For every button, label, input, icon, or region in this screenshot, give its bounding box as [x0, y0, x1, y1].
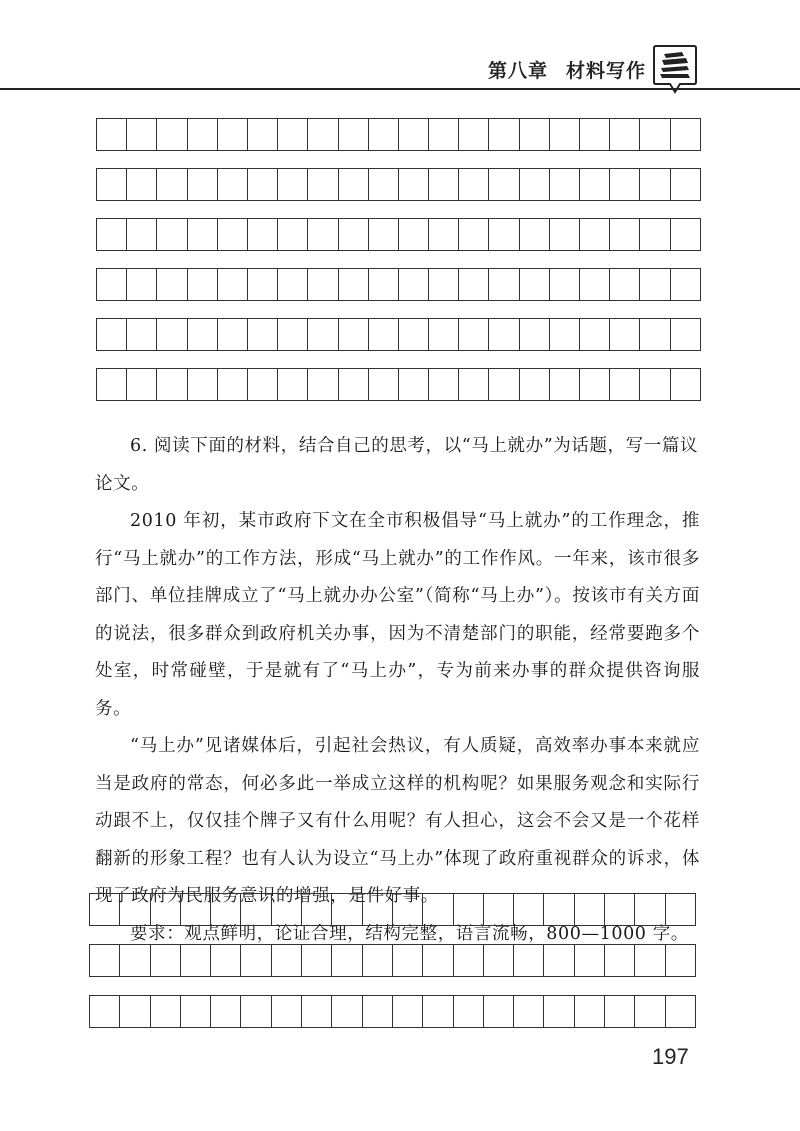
grid-cell	[278, 119, 308, 150]
grid-cell	[550, 269, 580, 300]
grid-cell	[369, 269, 399, 300]
grid-cell	[429, 369, 459, 400]
chapter-heading	[488, 56, 646, 83]
grid-cell	[610, 219, 640, 250]
grid-cell	[369, 219, 399, 250]
chapter-number: 第八章	[488, 60, 549, 82]
grid-cell	[90, 996, 120, 1027]
grid-cell	[666, 945, 696, 976]
grid-cell	[580, 169, 610, 200]
grid-cell	[248, 269, 278, 300]
grid-cell	[610, 369, 640, 400]
grid-cell	[489, 219, 519, 250]
grid-cell	[429, 119, 459, 150]
grid-cell	[484, 996, 514, 1027]
grid-cell	[157, 169, 187, 200]
material-paragraph-1: 2010 年初，某市政府下文在全市积极倡导“马上就办”的工作理念，推行“马上就办”的工作方法，形成“马上就办”的工作作风。一年来，该市很多部门、单位挂牌成立了“马上就办办公室”（简称“马上办”）。按该市有关方面的说法，很多群众到政府机关办事，因为不清楚部门的职能，经常要跑多个处室，时常碰壁，于是就有了“马上办”，专为前来办事的群众提供咨询服务。	[95, 511, 700, 719]
grid-cell	[308, 269, 338, 300]
grid-cell	[520, 219, 550, 250]
grid-cell	[489, 319, 519, 350]
grid-cell	[635, 996, 665, 1027]
grid-cell	[484, 945, 514, 976]
grid-cell	[339, 369, 369, 400]
grid-cell	[640, 219, 670, 250]
grid-cell	[423, 996, 453, 1027]
grid-cell	[127, 169, 157, 200]
grid-cell	[181, 945, 211, 976]
grid-cell	[363, 945, 393, 976]
grid-cell	[671, 219, 701, 250]
grid-cell	[363, 996, 393, 1027]
grid-cell	[332, 945, 362, 976]
grid-cell	[211, 996, 241, 1027]
grid-cell	[580, 119, 610, 150]
grid-cell	[241, 996, 271, 1027]
grid-cell	[575, 945, 605, 976]
grid-cell	[151, 996, 181, 1027]
grid-cell	[120, 996, 150, 1027]
page-header	[0, 0, 800, 95]
grid-cell	[429, 219, 459, 250]
grid-cell	[369, 369, 399, 400]
grid-cell	[399, 169, 429, 200]
grid-cell	[218, 119, 248, 150]
grid-cell	[666, 996, 696, 1027]
grid-cell	[610, 269, 640, 300]
grid-cell	[399, 119, 429, 150]
grid-cell	[514, 996, 544, 1027]
grid-cell	[610, 169, 640, 200]
grid-cell	[308, 369, 338, 400]
grid-cell	[188, 369, 218, 400]
grid-cell	[90, 894, 120, 925]
grid-cell	[544, 945, 574, 976]
grid-cell	[151, 945, 181, 976]
grid-cell	[218, 269, 248, 300]
grid-cell	[399, 219, 429, 250]
grid-cell	[218, 219, 248, 250]
grid-cell	[157, 369, 187, 400]
grid-cell	[363, 894, 393, 925]
grid-cell	[671, 269, 701, 300]
grid-cell	[302, 996, 332, 1027]
question-block	[95, 428, 700, 953]
grid-cell	[605, 894, 635, 925]
grid-cell	[157, 119, 187, 150]
grid-cell	[605, 945, 635, 976]
grid-cell	[671, 319, 701, 350]
grid-cell	[278, 219, 308, 250]
grid-cell	[423, 894, 453, 925]
grid-cell	[550, 119, 580, 150]
grid-cell	[429, 319, 459, 350]
grid-cell	[640, 269, 670, 300]
grid-cell	[241, 894, 271, 925]
grid-cell	[127, 369, 157, 400]
grid-cell	[605, 996, 635, 1027]
header-rule	[0, 88, 800, 90]
grid-cell	[97, 169, 127, 200]
grid-cell	[489, 269, 519, 300]
question-prompt: 6. 阅读下面的材料，结合自己的思考，以“马上就办”为话题，写一篇议	[130, 436, 699, 456]
grid-cell	[580, 269, 610, 300]
grid-cell	[369, 319, 399, 350]
grid-cell	[308, 169, 338, 200]
grid-cell	[248, 369, 278, 400]
grid-cell	[157, 219, 187, 250]
grid-cell	[339, 169, 369, 200]
page-number: 197	[652, 1044, 689, 1069]
grid-cell	[666, 894, 696, 925]
grid-cell	[97, 119, 127, 150]
grid-cell	[550, 369, 580, 400]
grid-cell	[489, 369, 519, 400]
grid-row	[96, 168, 701, 201]
grid-cell	[399, 319, 429, 350]
grid-cell	[97, 269, 127, 300]
grid-cell	[520, 319, 550, 350]
grid-cell	[339, 319, 369, 350]
book-stack-icon	[652, 42, 698, 94]
grid-cell	[640, 119, 670, 150]
grid-cell	[544, 894, 574, 925]
grid-cell	[514, 945, 544, 976]
grid-cell	[211, 894, 241, 925]
grid-row	[96, 118, 701, 151]
grid-cell	[575, 894, 605, 925]
grid-row	[96, 368, 701, 401]
grid-cell	[339, 219, 369, 250]
grid-row	[89, 944, 696, 977]
grid-cell	[640, 169, 670, 200]
grid-cell	[429, 169, 459, 200]
grid-cell	[544, 996, 574, 1027]
grid-cell	[393, 945, 423, 976]
grid-cell	[671, 119, 701, 150]
grid-cell	[97, 369, 127, 400]
grid-cell	[429, 269, 459, 300]
grid-cell	[90, 945, 120, 976]
grid-cell	[308, 119, 338, 150]
grid-cell	[610, 119, 640, 150]
grid-cell	[459, 219, 489, 250]
grid-row	[89, 893, 696, 926]
grid-cell	[181, 996, 211, 1027]
chapter-title: 材料写作	[566, 60, 647, 82]
grid-cell	[272, 945, 302, 976]
grid-cell	[127, 219, 157, 250]
grid-cell	[272, 894, 302, 925]
grid-cell	[308, 319, 338, 350]
grid-cell	[339, 119, 369, 150]
grid-cell	[302, 945, 332, 976]
grid-cell	[369, 119, 399, 150]
grid-cell	[188, 319, 218, 350]
grid-cell	[520, 369, 550, 400]
grid-row	[96, 268, 701, 301]
grid-cell	[520, 119, 550, 150]
grid-cell	[635, 894, 665, 925]
grid-cell	[550, 319, 580, 350]
grid-cell	[454, 894, 484, 925]
grid-cell	[393, 996, 423, 1027]
grid-cell	[241, 945, 271, 976]
grid-cell	[339, 269, 369, 300]
grid-cell	[459, 369, 489, 400]
grid-cell	[459, 119, 489, 150]
requirement: 要求：观点鲜明，论证合理，结构完整，语言流畅，800—1000 字。	[130, 923, 689, 944]
grid-cell	[423, 945, 453, 976]
grid-cell	[640, 369, 670, 400]
grid-cell	[399, 369, 429, 400]
grid-cell	[520, 269, 550, 300]
grid-cell	[188, 169, 218, 200]
grid-cell	[671, 169, 701, 200]
grid-cell	[514, 894, 544, 925]
grid-cell	[459, 269, 489, 300]
grid-cell	[580, 369, 610, 400]
grid-cell	[610, 319, 640, 350]
grid-cell	[332, 996, 362, 1027]
grid-cell	[120, 894, 150, 925]
grid-cell	[580, 319, 610, 350]
grid-cell	[399, 269, 429, 300]
grid-cell	[97, 319, 127, 350]
grid-cell	[550, 219, 580, 250]
grid-cell	[248, 169, 278, 200]
grid-cell	[302, 894, 332, 925]
grid-cell	[248, 119, 278, 150]
grid-cell	[640, 319, 670, 350]
question-prompt-cont: 论文。	[95, 473, 150, 494]
grid-cell	[218, 369, 248, 400]
grid-cell	[157, 269, 187, 300]
grid-cell	[151, 894, 181, 925]
grid-cell	[248, 219, 278, 250]
grid-cell	[272, 996, 302, 1027]
grid-cell	[188, 119, 218, 150]
grid-cell	[550, 169, 580, 200]
grid-cell	[332, 894, 362, 925]
grid-cell	[393, 894, 423, 925]
grid-cell	[369, 169, 399, 200]
grid-cell	[248, 319, 278, 350]
grid-cell	[127, 119, 157, 150]
grid-cell	[278, 369, 308, 400]
grid-row	[96, 318, 701, 351]
grid-cell	[671, 369, 701, 400]
grid-cell	[278, 319, 308, 350]
grid-cell	[520, 169, 550, 200]
grid-cell	[188, 219, 218, 250]
grid-cell	[188, 269, 218, 300]
grid-cell	[157, 319, 187, 350]
grid-cell	[127, 319, 157, 350]
grid-cell	[127, 269, 157, 300]
grid-cell	[489, 119, 519, 150]
grid-row	[89, 995, 696, 1028]
grid-cell	[211, 945, 241, 976]
grid-cell	[484, 894, 514, 925]
grid-cell	[459, 319, 489, 350]
grid-cell	[181, 894, 211, 925]
grid-cell	[278, 269, 308, 300]
grid-cell	[580, 219, 610, 250]
grid-cell	[454, 996, 484, 1027]
grid-cell	[489, 169, 519, 200]
grid-cell	[635, 945, 665, 976]
grid-row	[96, 218, 701, 251]
grid-cell	[218, 169, 248, 200]
grid-cell	[218, 319, 248, 350]
grid-cell	[575, 996, 605, 1027]
grid-cell	[308, 219, 338, 250]
grid-cell	[120, 945, 150, 976]
grid-cell	[459, 169, 489, 200]
grid-cell	[454, 945, 484, 976]
material-paragraph-2: “马上办”见诸媒体后，引起社会热议，有人质疑，高效率办事本来就应当是政府的常态，何必多此一举成立这样的机构呢？如果服务观念和实际行动跟不上，仅仅挂个牌子又有什么用呢？有人担心，这会不会又是一个花样翻新的形象工程？也有人认为设立“马上办”体现了政府重视群众的诉求，体现了政府为民服务意识的增强，是件好事。	[95, 736, 700, 906]
grid-cell	[97, 219, 127, 250]
grid-cell	[278, 169, 308, 200]
